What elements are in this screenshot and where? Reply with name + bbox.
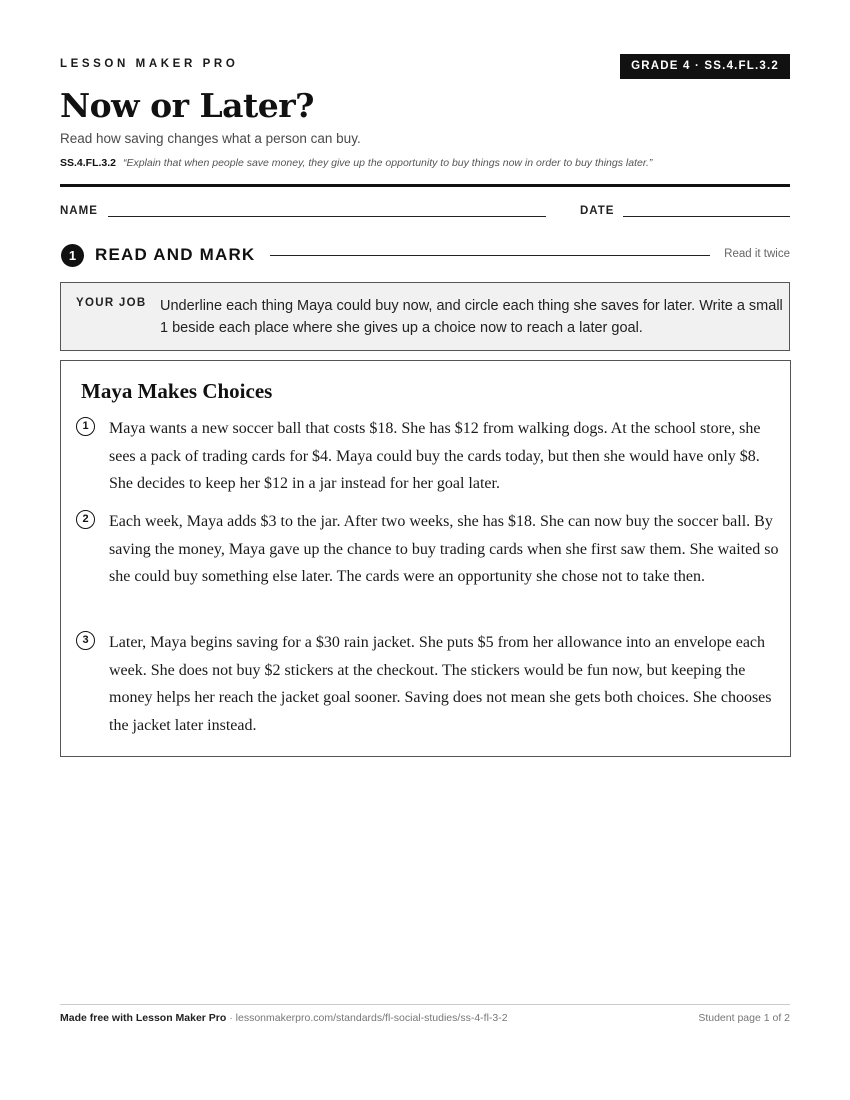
grade-badge: GRADE 4 · SS.4.FL.3.2 <box>620 54 790 79</box>
reading-passage <box>60 360 791 757</box>
section-title: READ AND MARK <box>95 245 256 264</box>
paragraph-number: 1 <box>76 417 95 436</box>
footer-divider <box>60 1004 790 1005</box>
paragraph-number: 3 <box>76 631 95 650</box>
name-field[interactable] <box>108 216 546 217</box>
page-subtitle: Read how saving changes what a person can buy. <box>60 131 361 146</box>
section-divider <box>270 255 710 256</box>
footer-made-with: Made free with Lesson Maker Pro <box>60 1012 227 1024</box>
standard-line <box>60 157 652 169</box>
paragraph-text: Maya wants a new soccer ball that costs $18. She has $12 from walking dogs. At the school store, she sees a pack of trading cards for $4. Maya could buy the cards today, but then she would have only $8. She decides to keep her $12 in a jar instead for her goal later. <box>109 420 761 492</box>
instructions-label: YOUR JOB <box>76 297 147 309</box>
paragraph-text: Later, Maya begins saving for a $30 rain jacket. She puts $5 from her allowance into an envelope each week. She does not buy $2 stickers at the checkout. The stickers would be fun now, but keeping the money helps her reach the jacket goal sooner. Saving does not mean she gets both choices. She chooses the jacket later instead. <box>109 634 772 734</box>
page-indicator: Student page 1 of 2 <box>698 1012 790 1024</box>
paragraph-text: Each week, Maya adds $3 to the jar. After two weeks, she has $18. She can now buy the soccer ball. By saving the money, Maya gave up the chance to buy trading cards when she first saw them. She waited so she could buy something else later. The cards were an opportunity she chose not to take then. <box>109 513 779 585</box>
standard-text: “Explain that when people save money, they give up the opportunity to buy things now in order to buy things later.” <box>122 157 653 169</box>
section-number-badge: 1 <box>61 244 84 267</box>
page-title: Now or Later? <box>60 86 315 125</box>
header-divider <box>60 184 790 187</box>
date-field[interactable] <box>623 216 790 217</box>
date-label: DATE <box>580 205 615 217</box>
brand-name: LESSON MAKER PRO <box>60 58 239 70</box>
section-note: Read it twice <box>724 248 790 260</box>
standard-code: SS.4.FL.3.2 <box>60 157 117 169</box>
footer-credit <box>60 1012 508 1024</box>
paragraph-number: 2 <box>76 510 95 529</box>
instructions-box <box>60 282 790 351</box>
instructions-text: Underline each thing Maya could buy now, and circle each thing she saves for later. Write a small 1 beside each place where she gives up a choice now to reach a later goal. <box>160 298 783 336</box>
name-label: NAME <box>60 205 98 217</box>
footer-url[interactable]: · lessonmakerpro.com/standards/fl-social-studies/ss-4-fl-3-2 <box>226 1012 508 1024</box>
passage-title: Maya Makes Choices <box>81 379 273 403</box>
